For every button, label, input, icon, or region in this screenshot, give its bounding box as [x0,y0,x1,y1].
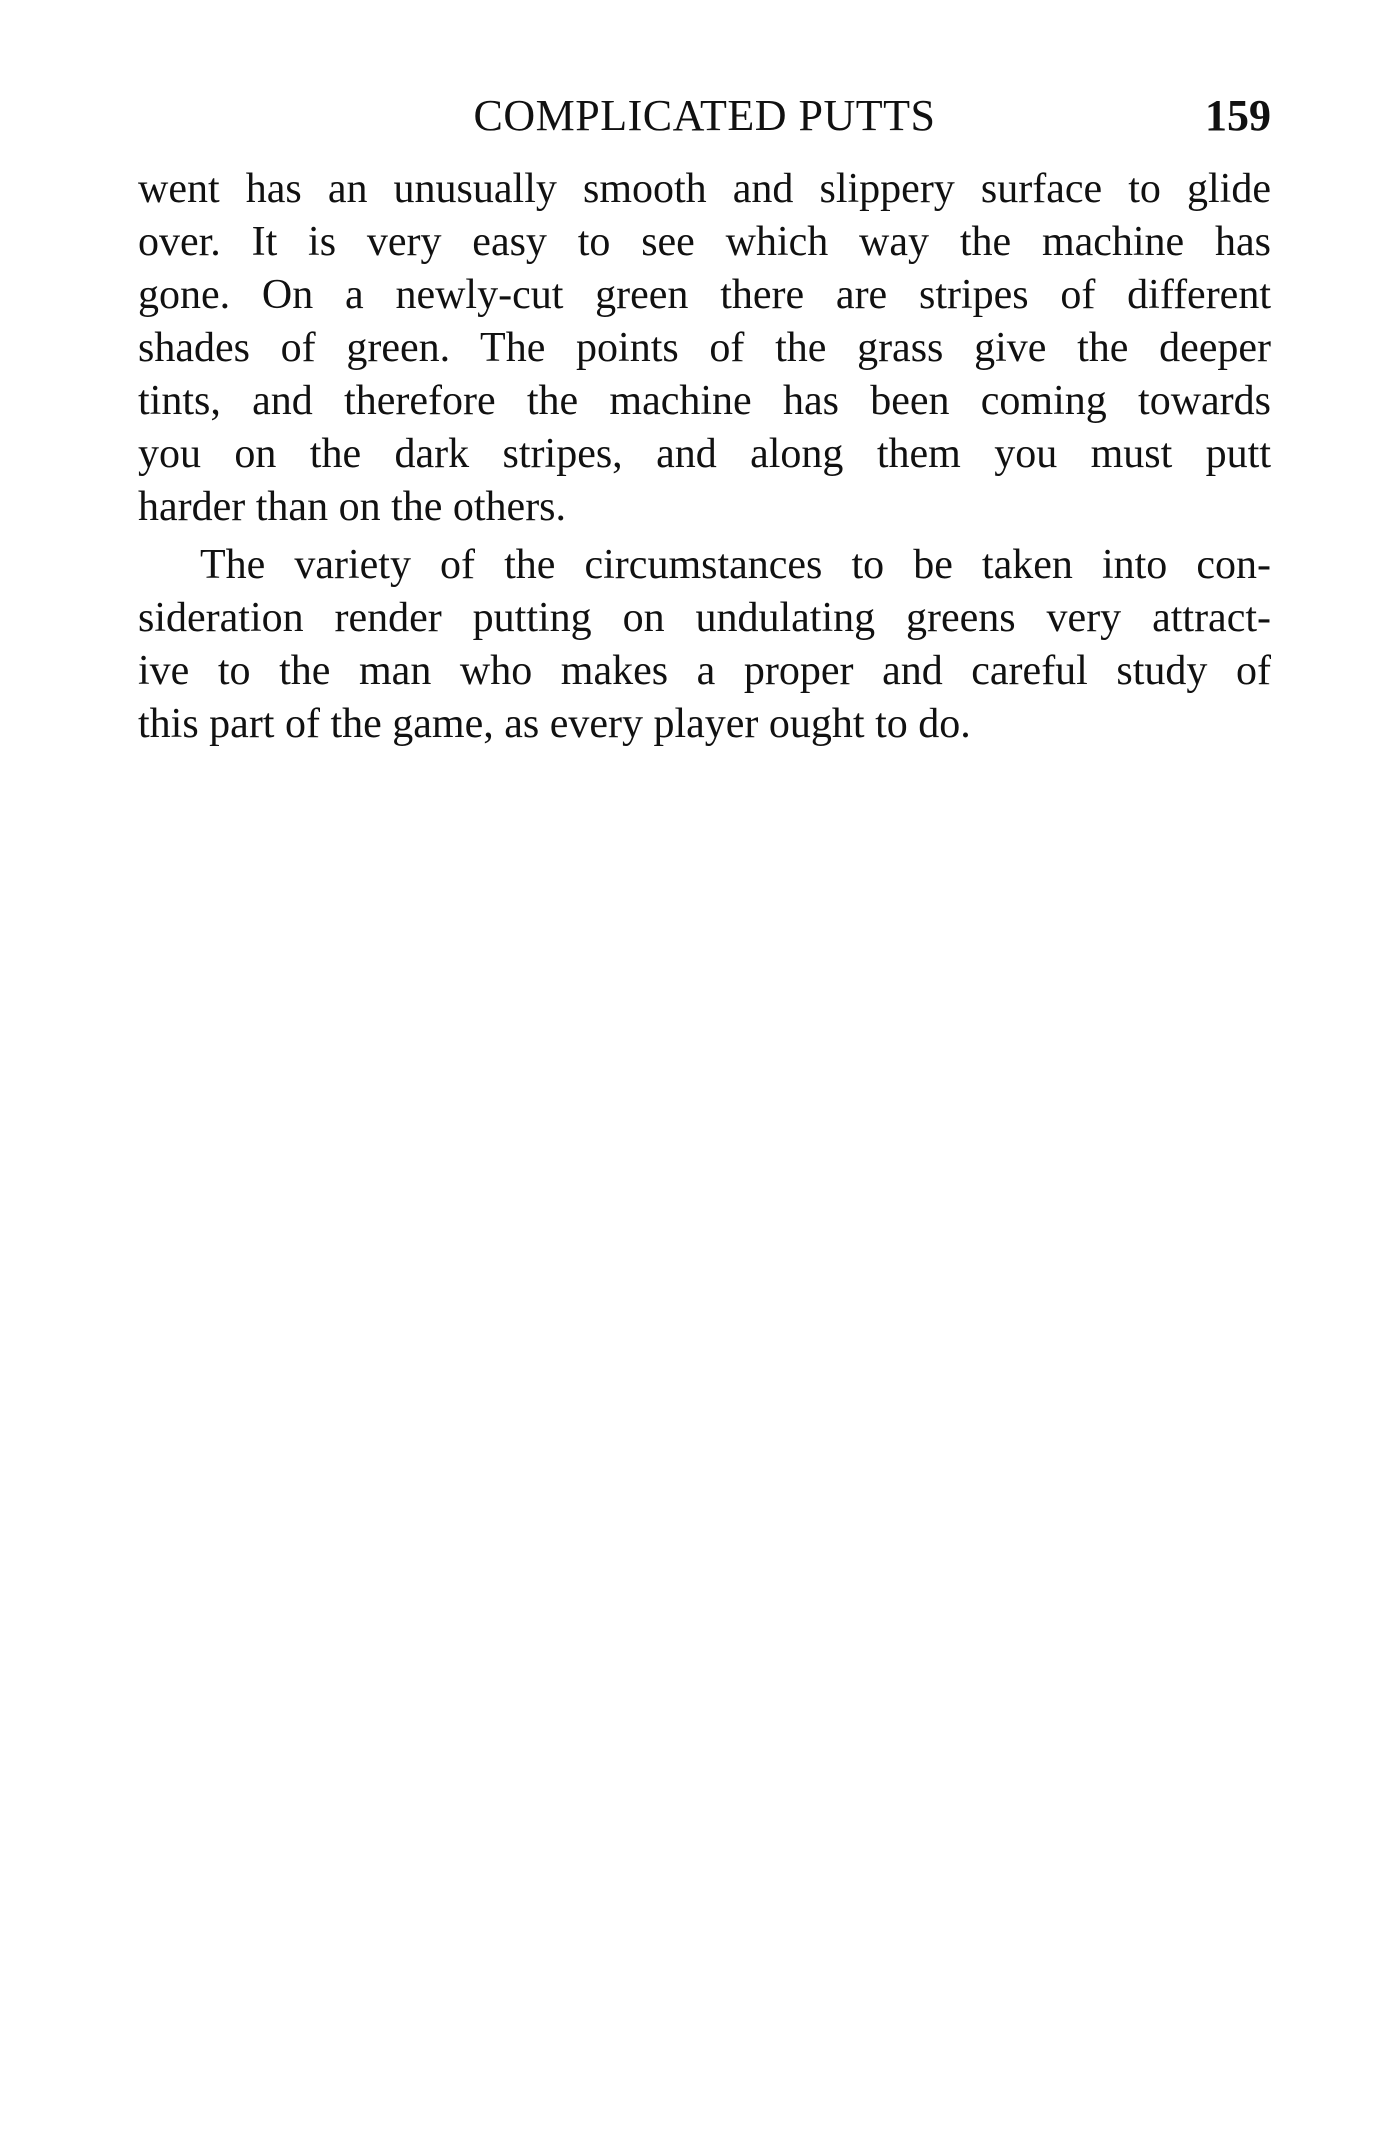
running-head [138,86,1271,146]
text-line: harder than on the others. [138,484,567,530]
text-line: you on the dark stripes, and along them you must putt [138,431,1271,477]
text-line: sideration render putting on undulating greens very attract- [138,595,1271,641]
chapter-title: COMPLICATED PUTTS [473,91,936,140]
text-line: this part of the game, as every player ought to do. [138,701,971,747]
text-line: shades of green. The points of the grass give the deeper [138,325,1271,371]
text-line: over. It is very easy to see which way the machine has [138,219,1271,265]
text-line: ive to the man who makes a proper and careful study of [138,648,1271,694]
text-line: gone. On a newly-cut green there are stripes of different [138,272,1271,318]
page-number: 159 [1205,91,1271,140]
text-line: The variety of the circumstances to be taken into con- [200,542,1271,588]
paragraph-2 [138,539,1271,751]
paragraph-1 [138,163,1271,534]
text-line: tints, and therefore the machine has been coming towards [138,378,1271,424]
text-line: went has an unusually smooth and slippery surface to glide [138,166,1271,212]
body-text [138,163,1271,751]
